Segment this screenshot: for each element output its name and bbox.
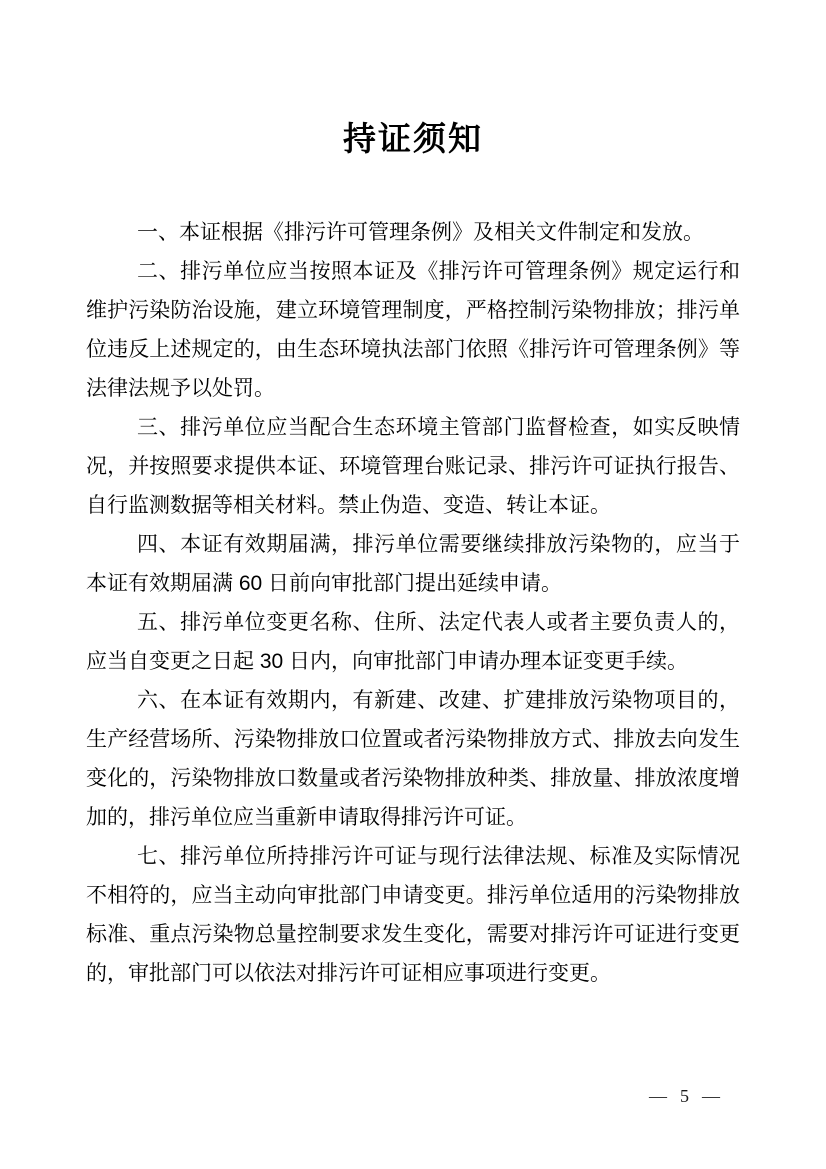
- notice-paragraph-4: 四、本证有效期届满，排污单位需要继续排放污染物的，应当于本证有效期届满 60 日前向审批部门提出延续申请。: [86, 533, 740, 595]
- notice-paragraph-5: 五、排污单位变更名称、住所、法定代表人或者主要负责人的，应当自变更之日起 30 日内，向审批部门申请办理本证变更手续。: [86, 611, 740, 673]
- notice-paragraph-2: 二、排污单位应当按照本证及《排污许可管理条例》规定运行和维护污染防治设施，建立环境管理制度，严格控制污染物排放；排污单位违反上述规定的，由生态环境执法部门依照《排污许可管理条例》等法律法规予以处罚。: [86, 260, 740, 400]
- notice-paragraph-3: 三、排污单位应当配合生态环境主管部门监督检查，如实反映情况，并按照要求提供本证、环境管理台账记录、排污许可证执行报告、自行监测数据等相关材料。禁止伪造、变造、转让本证。: [86, 416, 740, 517]
- notice-paragraph-7: 七、排污单位所持排污许可证与现行法律法规、标准及实际情况不相符的，应当主动向审批部门申请变更。排污单位适用的污染物排放标准、重点污染物总量控制要求发生变化，需要对排污许可证进行变更的，审批部门可以依法对排污许可证相应事项进行变更。: [86, 845, 740, 985]
- page-footer: [649, 1087, 720, 1105]
- footer-page-number: 5: [680, 1086, 689, 1106]
- document-body: [86, 213, 740, 993]
- notice-paragraph-6: 六、在本证有效期内，有新建、改建、扩建排放污染物项目的，生产经营场所、污染物排放口位置或者污染物排放方式、排放去向发生变化的，污染物排放口数量或者污染物排放种类、排放量、排放浓度增加的，排污单位应当重新申请取得排污许可证。: [86, 689, 740, 829]
- page-title: 持证须知: [343, 120, 483, 157]
- footer-left-dash: —: [649, 1086, 667, 1106]
- notice-paragraph-1: 一、本证根据《排污许可管理条例》及相关文件制定和发放。: [137, 221, 704, 244]
- footer-right-dash: —: [702, 1086, 720, 1106]
